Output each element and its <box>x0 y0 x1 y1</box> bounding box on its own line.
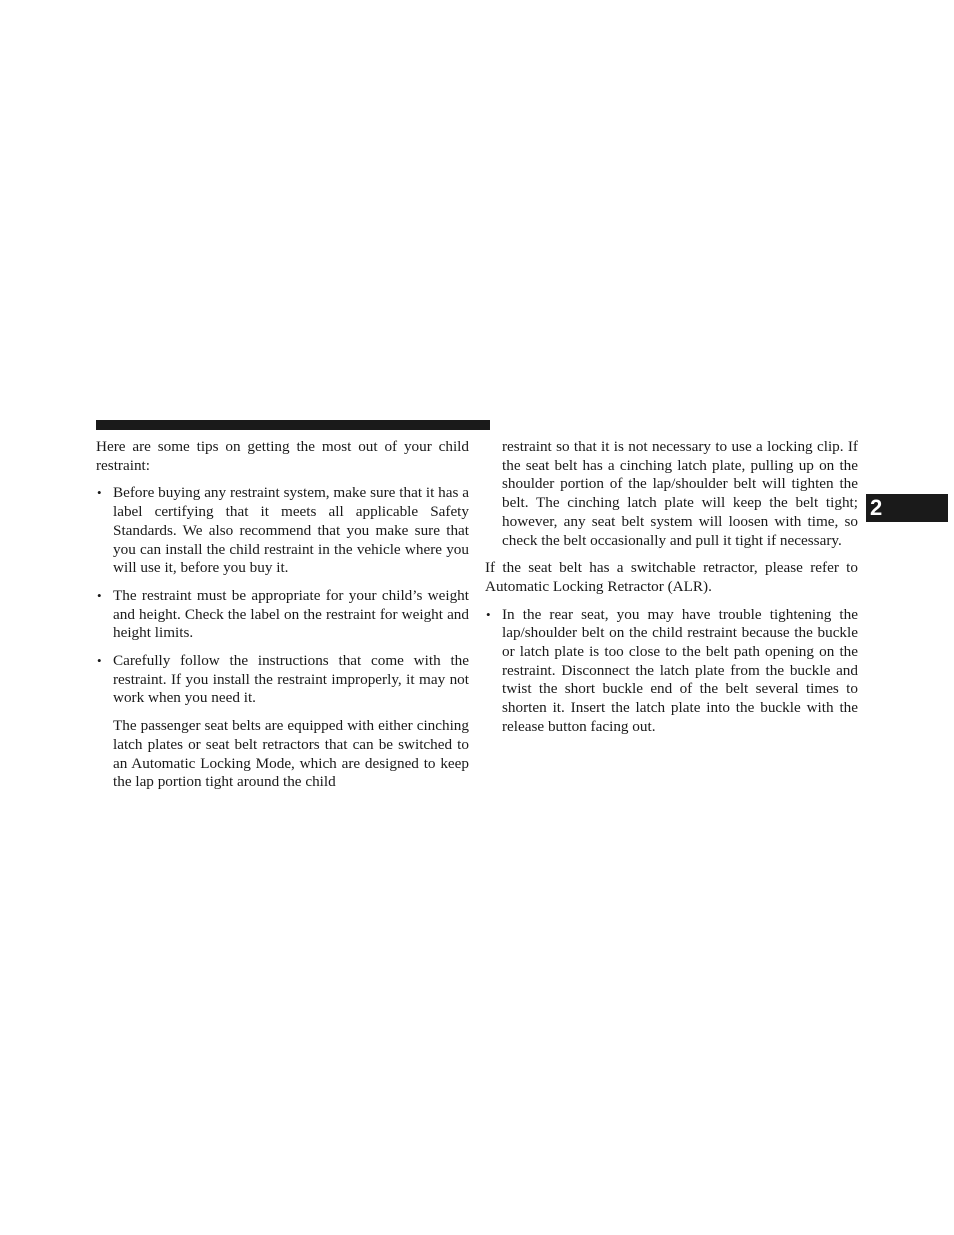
continuation-paragraph-end: restraint so that it is not necessary to use a locking clip. If the seat belt has a cinching latch plate, pulling up on the shoulder portion of the lap/shoulder belt will tighten the belt. The cinching latch plate will keep the belt tight; however, any seat belt system will loosen with time, so check the belt occasionally and pull it tight if necessary. <box>502 438 858 549</box>
right-column <box>485 438 858 746</box>
left-column <box>96 438 469 801</box>
rear-seat-list <box>485 606 858 737</box>
list-item: • Carefully follow the instructions that come with the restraint. If you install the restraint improperly, it may not work when you need it. <box>96 652 469 708</box>
retractor-paragraph: If the seat belt has a switchable retractor, please refer to Automatic Locking Retractor (ALR). <box>485 559 858 595</box>
section-divider-bar <box>96 420 490 430</box>
list-item: • Before buying any restraint system, make sure that it has a label certifying that it meets all applicable Safety Standards. We also recommend that you make sure that you can install the child restraint in the vehicle where you will use it, before you buy it. <box>96 484 469 578</box>
intro-paragraph: Here are some tips on getting the most out of your child restraint: <box>96 438 469 474</box>
tips-list <box>96 484 469 708</box>
continuation-paragraph: The passenger seat belts are equipped with either cinching latch plates or seat belt retractors that can be switched to an Automatic Locking Mode, which are designed to keep the lap portion tight around the child <box>113 717 469 791</box>
list-item: • In the rear seat, you may have trouble tightening the lap/shoulder belt on the child restraint because the buckle or latch plate is too close to the belt path opening on the restraint. Disconnect the latch plate from the buckle and twist the short buckle end of the belt several times to shorten it. Insert the latch plate into the buckle with the release button facing out. <box>485 606 858 737</box>
list-item: • The restraint must be appropriate for your child’s weight and height. Check the label on the restraint for weight and height limits. <box>96 587 469 643</box>
chapter-tab: 2 <box>866 494 948 522</box>
